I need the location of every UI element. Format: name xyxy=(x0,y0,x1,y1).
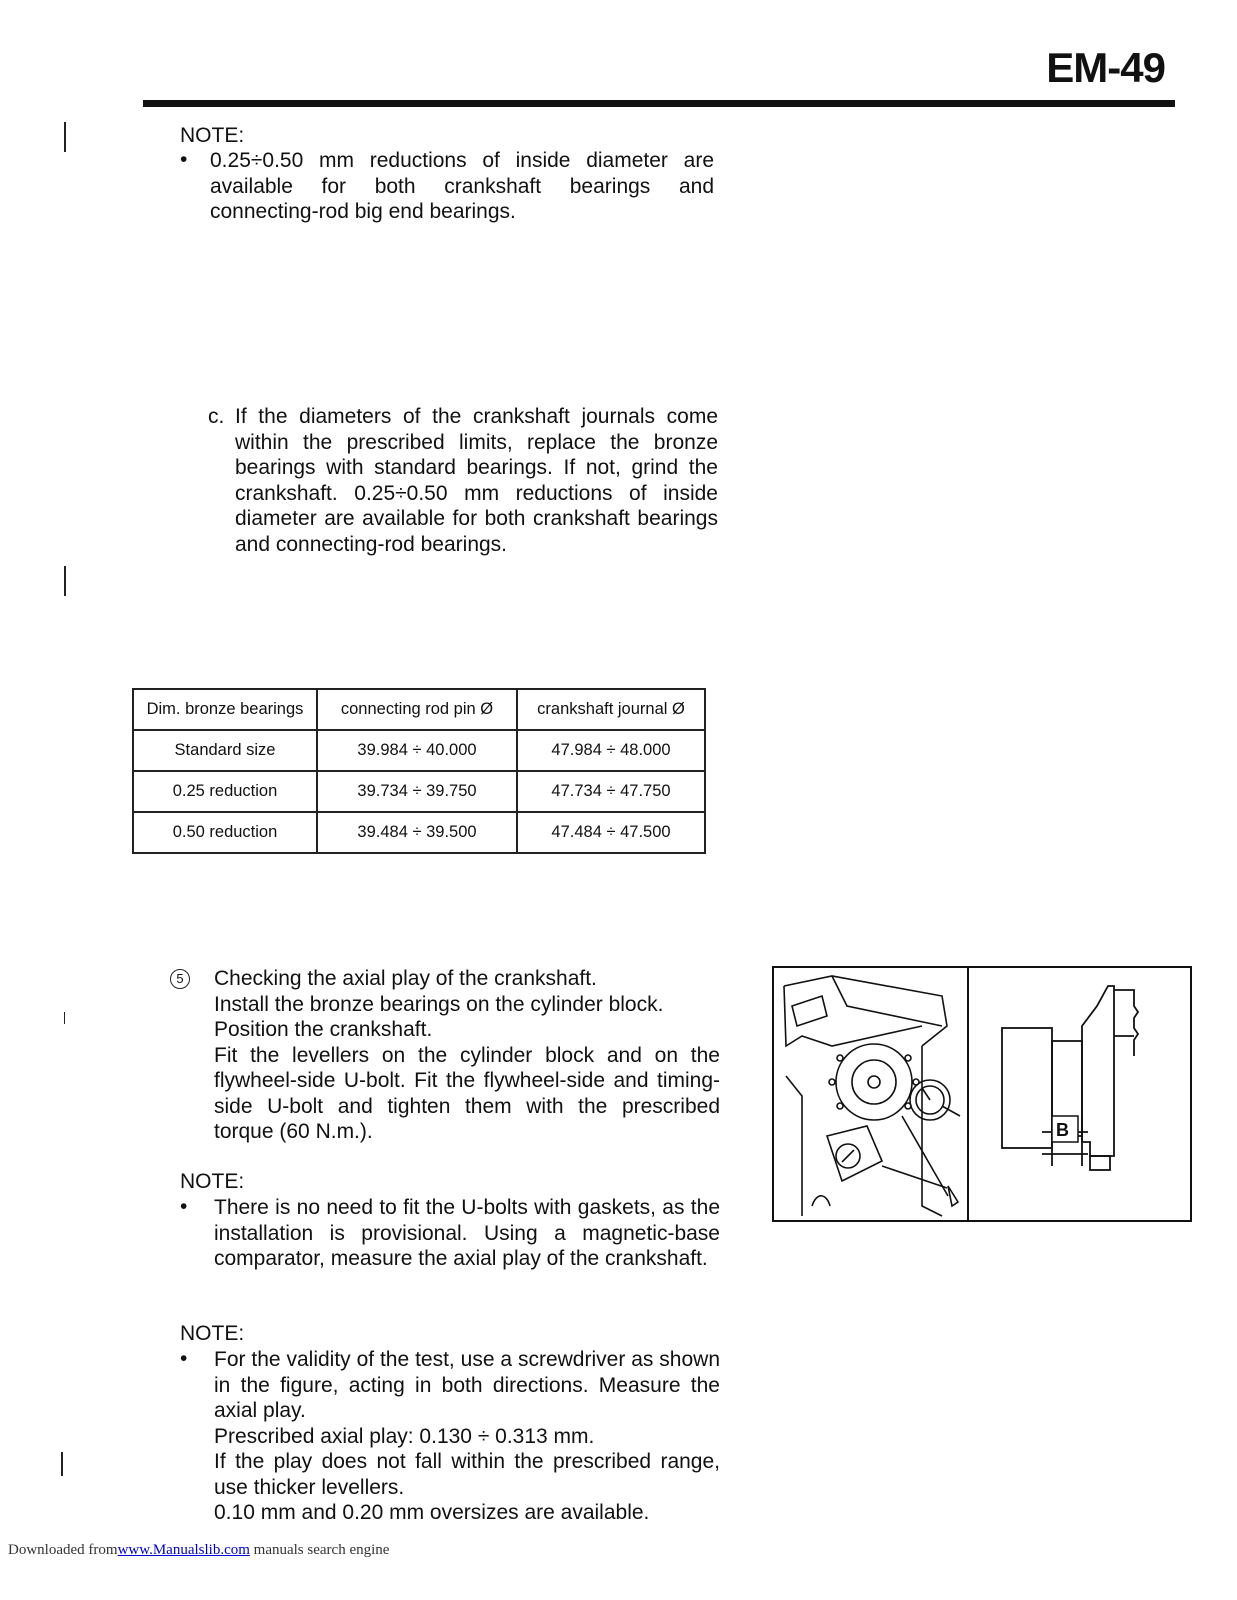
note-bullet xyxy=(180,148,714,225)
margin-bar xyxy=(64,122,66,152)
margin-bar xyxy=(61,1452,63,1476)
note-bullet xyxy=(180,1347,720,1526)
note-text: 0.25÷0.50 mm reductions of inside diameter are available for both crankshaft bearings and connecting-rod big end bearings. xyxy=(210,149,714,223)
page-title: EM-49 xyxy=(1046,44,1165,91)
step-number: 5 xyxy=(170,969,190,989)
bullet-dot: • xyxy=(180,148,188,171)
note-heading: NOTE: xyxy=(180,1170,245,1193)
table-row xyxy=(133,730,705,771)
figure-illustration xyxy=(772,966,1192,1222)
note-heading: NOTE: xyxy=(180,124,245,147)
note-text: If the play does not fall within the prescribed range, use thicker levellers. xyxy=(214,1450,720,1499)
margin-bar xyxy=(64,566,66,596)
bullet-dot: • xyxy=(180,1195,188,1218)
note-heading: NOTE: xyxy=(180,1322,245,1345)
footer-suffix: manuals search engine xyxy=(249,1542,390,1558)
footer-link[interactable]: www.Manualslib.com xyxy=(117,1542,250,1558)
table-cell: 39.484 ÷ 39.500 xyxy=(317,812,517,853)
step-line: Install the bronze bearings on the cylinder block. xyxy=(214,992,664,1016)
paragraph-text: If the diameters of the crankshaft journals come within the prescribed limits, replace the bronze bearings with standard bearings. If not, grind the crankshaft. 0.25÷0.50 mm reductions of inside diameter are available for both crankshaft bearings and connecting-rod bearings. xyxy=(235,405,718,556)
table-cell: Standard size xyxy=(133,730,317,771)
table-cell: 0.25 reduction xyxy=(133,771,317,812)
note-bullet xyxy=(180,1195,720,1272)
step-line: Position the crankshaft. xyxy=(214,1018,433,1041)
table-cell: 39.734 ÷ 39.750 xyxy=(317,771,517,812)
step-title: Checking the axial play of the crankshaft. xyxy=(214,967,597,990)
table-cell: 39.984 ÷ 40.000 xyxy=(317,730,517,771)
table-header-cell: crankshaft journal Ø xyxy=(517,689,705,730)
table-row xyxy=(133,771,705,812)
table-row xyxy=(133,812,705,853)
footer xyxy=(8,1542,389,1559)
figure-label-b: B xyxy=(1056,1120,1069,1140)
table-header-row xyxy=(133,689,705,730)
bullet-dot: • xyxy=(180,1347,188,1370)
table-header-cell: Dim. bronze bearings xyxy=(133,689,317,730)
table-cell: 47.984 ÷ 48.000 xyxy=(517,730,705,771)
paragraph-label: c. xyxy=(208,405,225,428)
step-line: Fit the levellers on the cylinder block and on the flywheel-side U-bolt. Fit the flywheel-side and timing-side U-bolt and tighten them with the prescribed torque (60 N.m.). xyxy=(214,1043,720,1143)
figure-axial-play xyxy=(772,966,1192,1222)
table-header-cell: connecting rod pin Ø xyxy=(317,689,517,730)
footer-prefix: Downloaded from xyxy=(8,1542,118,1558)
note-text: Prescribed axial play: 0.130 ÷ 0.313 mm. xyxy=(214,1424,595,1448)
paragraph-c xyxy=(208,404,718,557)
table-cell: 0.50 reduction xyxy=(133,812,317,853)
note-text: 0.10 mm and 0.20 mm oversizes are available. xyxy=(214,1501,650,1524)
bearing-table xyxy=(132,688,706,854)
header-rule xyxy=(143,100,1175,107)
step-5 xyxy=(170,966,720,1145)
table-cell: 47.484 ÷ 47.500 xyxy=(517,812,705,853)
table-cell: 47.734 ÷ 47.750 xyxy=(517,771,705,812)
note-text: For the validity of the test, use a screwdriver as shown in the figure, acting in both directions. Measure the axial play. xyxy=(214,1348,720,1422)
note-text: There is no need to fit the U-bolts with gaskets, as the installation is provisional. Using a magnetic-base comparator, measure the axial play of the crankshaft. xyxy=(214,1196,720,1270)
margin-bar xyxy=(64,1012,65,1024)
